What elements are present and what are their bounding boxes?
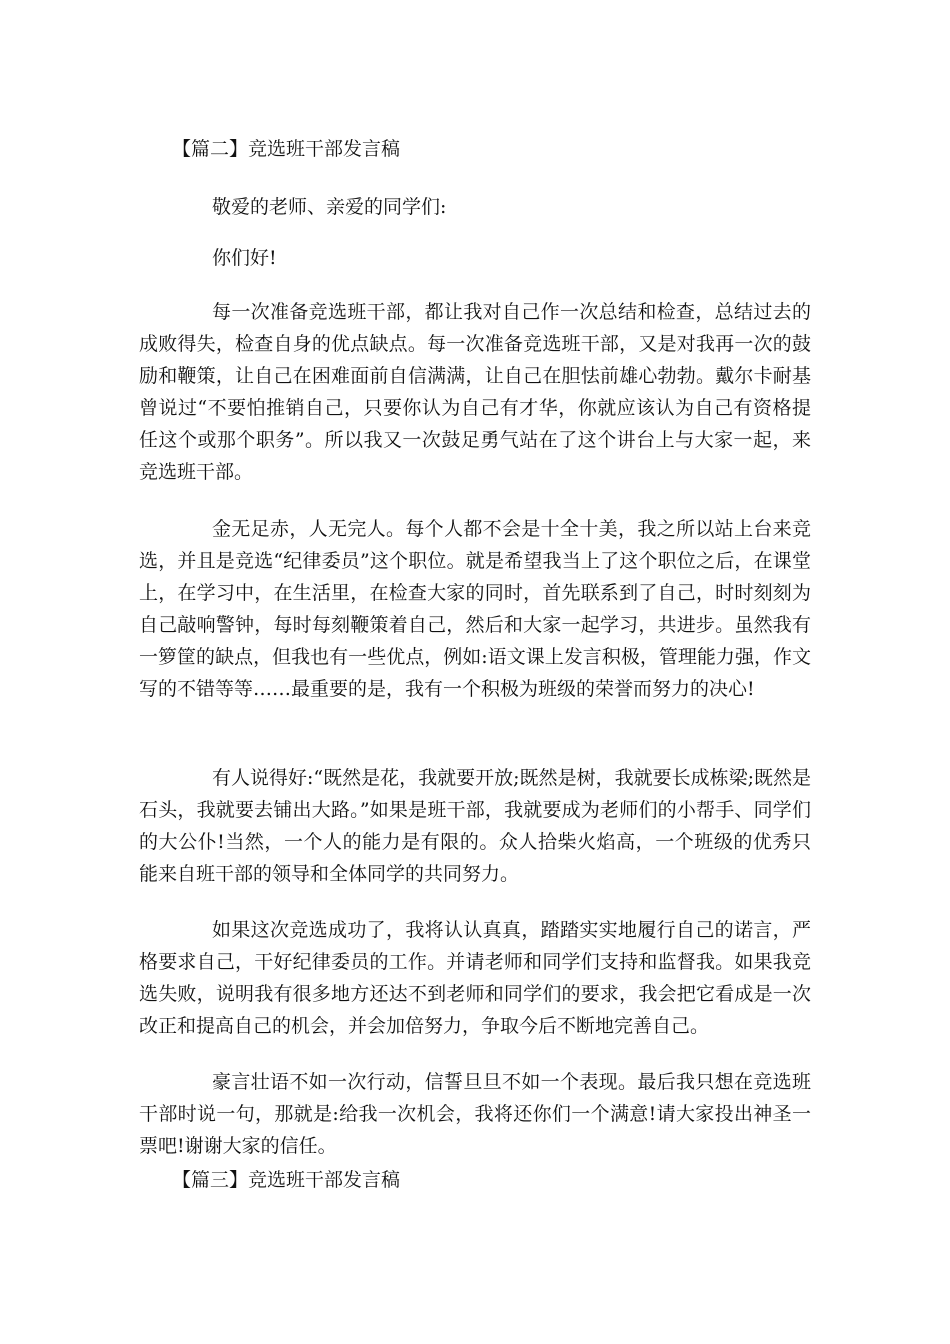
paragraph-2: 金无足赤，人无完人。每个人都不会是十全十美，我之所以站上台来竞选，并且是竞选“纪律委员”这个职位。就是希望我当上了这个职位之后，在课堂上，在学习中，在生活里，在检查大家的同时，首先联系到了自己，时时刻刻为自己敲响警钟，每时每刻鞭策着自己，然后和大家一起学习，共进步。虽然我有一箩筐的缺点，但我也有一些优点，例如:语文课上发言积极，管理能力强，作文写的不错等等……最重要的是，我有一个积极为班级的荣誉而努力的决心! bbox=[139, 518, 811, 700]
paragraph-5: 豪言壮语不如一次行动，信誓旦旦不如一个表现。最后我只想在竞选班干部时说一句，那就是:给我一次机会，我将还你们一个满意!请大家投出神圣一票吧!谢谢大家的信任。 bbox=[139, 1071, 811, 1157]
greeting: 你们好! bbox=[212, 247, 277, 269]
section-heading-2: 【篇二】竞选班干部发言稿 bbox=[172, 138, 401, 160]
paragraph-1: 每一次准备竞选班干部，都让我对自己作一次总结和检查，总结过去的成败得失，检查自身的优点缺点。每一次准备竞选班干部，又是对我再一次的鼓励和鞭策，让自己在困难面前自信满满，让自己在胆怯前雄心勃勃。戴尔卡耐基曾说过“不要怕推销自己，只要你认为自己有才华，你就应该认为自己有资格提任这个或那个职务”。所以我又一次鼓足勇气站在了这个讲台上与大家一起，来竞选班干部。 bbox=[139, 301, 811, 483]
section-heading-3: 【篇三】竞选班干部发言稿 bbox=[172, 1169, 401, 1191]
salutation: 敬爱的老师、亲爱的同学们: bbox=[212, 196, 447, 218]
paragraph-4: 如果这次竞选成功了，我将认认真真，踏踏实实地履行自己的诺言，严格要求自己，干好纪律委员的工作。并请老师和同学们支持和监督我。如果我竞选失败，说明我有很多地方还达不到老师和同学们的要求，我会把它看成是一次改正和提高自己的机会，并会加倍努力，争取今后不断地完善自己。 bbox=[139, 919, 811, 1037]
paragraph-3: 有人说得好:“既然是花，我就要开放;既然是树，我就要长成栋梁;既然是石头，我就要去铺出大路。”如果是班干部，我就要成为老师们的小帮手、同学们的大公仆!当然，一个人的能力是有限的。众人拾柴火焰高，一个班级的优秀只能来自班干部的领导和全体同学的共同努力。 bbox=[139, 767, 811, 885]
